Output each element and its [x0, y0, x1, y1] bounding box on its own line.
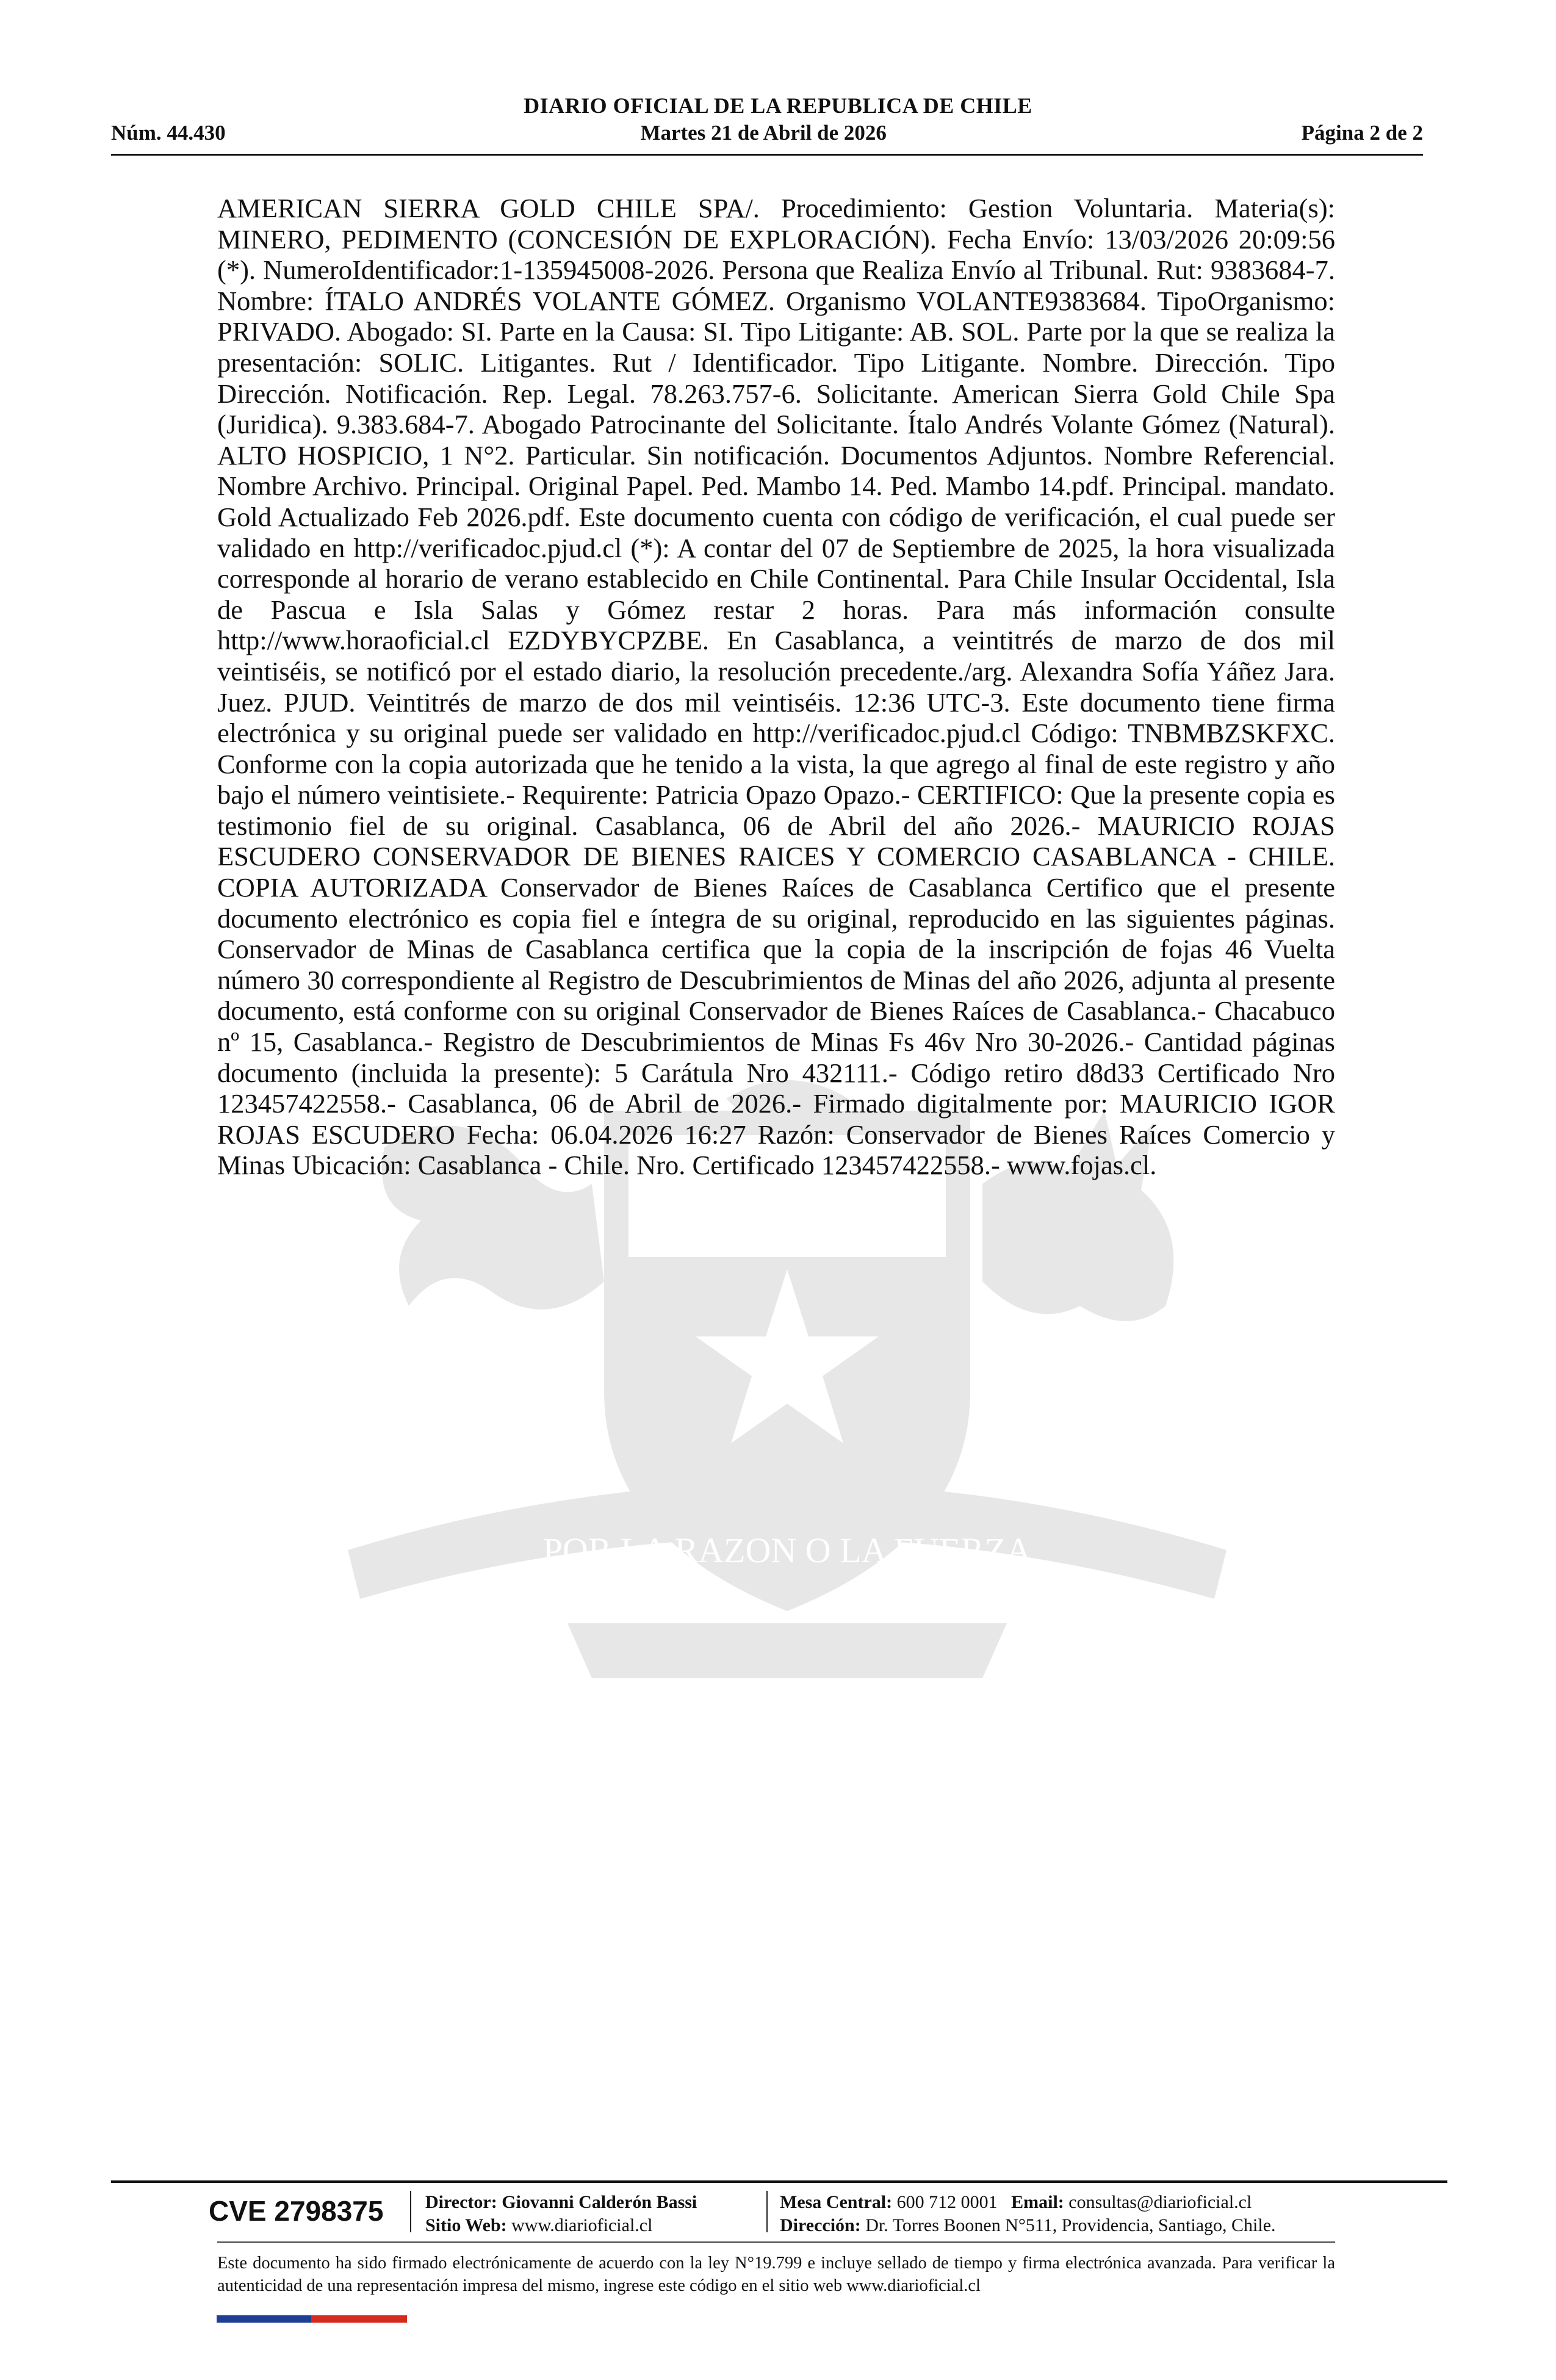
page-number: Página 2 de 2 [1301, 121, 1423, 145]
contact-line [780, 2191, 1276, 2214]
address-text: Dr. Torres Boonen N°511, Providencia, Santiago, Chile. [865, 2215, 1276, 2235]
document-body: AMERICAN SIERRA GOLD CHILE SPA/. Procedimiento: Gestion Voluntaria. Materia(s): MINERO, PEDIMENTO (CONCESIÓN DE EXPLORACIÓN). Fecha Envío: 13/03/2026 20:09:56 (*). NumeroIdentificador:1-135945008-2026. Persona que Realiza Envío al Tribunal. Rut: 9383684-7. Nombre: ÍTALO ANDRÉS VOLANTE GÓMEZ. Organismo VOLANTE9383684. TipoOrganismo: PRIVADO. Abogado: SI. Parte en la Causa: SI. Tipo Litigante: AB. SOL. Parte por la que se realiza la presentación: SOLIC. Litigantes. Rut / Identificador. Tipo Litigante. Nombre. Dirección. Tipo Dirección. Notificación. Rep. Legal. 78.263.757-6. Solicitante. American Sierra Gold Chile Spa (Juridica). 9.383.684-7. Abogado Patrocinante del Solicitante. Ítalo Andrés Volante Gómez (Natural). ALTO HOSPICIO, 1 N°2. Particular. Sin notificación. Documentos Adjuntos. Nombre Referencial. Nombre Archivo. Principal. Original Papel. Ped. Mambo 14. Ped. Mambo 14.pdf. Principal. mandato. Gold Actualizado Feb 2026.pdf. Este documento cuenta con código de verificación, el cual puede ser validado en http://verificadoc.pjud.cl (*): A contar del 07 de Septiembre de 2025, la hora visualizada corresponde al horario de verano establecido en Chile Continental. Para Chile Insular Occidental, Isla de Pascua e Isla Salas y Gómez restar 2 horas. Para más información consulte http://www.horaoficial.cl EZDYBYCPZBE. En Casablanca, a veintitrés de marzo de dos mil veintiséis, se notificó por el estado diario, la resolución precedente./arg. Alexandra Sofía Yáñez Jara. Juez. PJUD. Veintitrés de marzo de dos mil veintiséis. 12:36 UTC-3. Este documento tiene firma electrónica y su original puede ser validado en http://verificadoc.pjud.cl Código: TNBMBZSKFXC. Conforme con la copia autorizada que he tenido a la vista, la que agrego al final de este registro y año bajo el número veintisiete.- Requirente: Patricia Opazo Opazo.- CERTIFICO: Que la presente copia es testimonio fiel de su original. Casablanca, 06 de Abril del año 2026.- MAURICIO ROJAS ESCUDERO CONSERVADOR DE BIENES RAICES Y COMERCIO CASABLANCA - CHILE. COPIA AUTORIZADA Conservador de Bienes Raíces de Casablanca Certifico que el presente documento electrónico es copia fiel e íntegra de su original, reproducido en las siguientes páginas. Conservador de Minas de Casablanca certifica que la copia de la inscripción de fojas 46 Vuelta número 30 correspondiente al Registro de Descubrimientos de Minas del año 2026, adjunta al presente documento, está conforme con su original Conservador de Bienes Raíces de Casablanca.- Chacabuco nº 15, Casablanca.- Registro de Descubrimientos de Minas Fs 46v Nro 30-2026.- Cantidad páginas documento (incluida la presente): 5 Carátula Nro 432111.- Código retiro d8d33 Certificado Nro 123457422558.- Casablanca, 06 de Abril de 2026.- Firmado digitalmente por: MAURICIO IGOR ROJAS ESCUDERO Fecha: 06.04.2026 16:27 Razón: Conservador de Bienes Raíces Comercio y Minas Ubicación: Casablanca - Chile. Nro. Certificado 123457422558.- www.fojas.cl. [217, 193, 1335, 1181]
website-link[interactable]: www.diarioficial.cl [511, 2215, 653, 2235]
footer-separator [766, 2191, 768, 2232]
director-name: Giovanni Calderón Bassi [502, 2192, 697, 2212]
issue-number: Núm. 44.430 [111, 121, 226, 145]
phone-label: Mesa Central: [780, 2192, 893, 2212]
cve-code: CVE 2798375 [209, 2195, 384, 2227]
footer-separator [410, 2191, 411, 2232]
phone-number: 600 712 0001 [896, 2192, 998, 2212]
newspaper-title: DIARIO OFICIAL DE LA REPUBLICA DE CHILE [524, 93, 1032, 118]
header-divider [111, 154, 1423, 156]
footer-contact-block [780, 2191, 1276, 2237]
footer-director-block [425, 2191, 697, 2237]
address-line [780, 2214, 1276, 2237]
website-label: Sitio Web: [425, 2215, 507, 2235]
footer-divider [111, 2180, 1447, 2183]
motto-text: POR LA RAZON O LA FUERZA [542, 1531, 1032, 1570]
flag-stripe-red [311, 2315, 407, 2323]
header-row [111, 121, 1423, 145]
email-label: Email: [1011, 2192, 1064, 2212]
footer-signature-note: Este documento ha sido firmado electrónicamente de acuerdo con la ley N°19.799 e incluye sellado de tiempo y firma electrónica avanzada. Para verificar la autenticidad de una representación impresa del mismo, ingrese este código en el sitio web www.diarioficial.cl [217, 2254, 1335, 2295]
director-label: Director: [425, 2192, 497, 2212]
footer-note-divider [217, 2241, 1335, 2243]
address-label: Dirección: [780, 2215, 861, 2235]
director-line [425, 2191, 697, 2214]
website-line [425, 2214, 697, 2237]
email-link[interactable]: consultas@diarioficial.cl [1068, 2192, 1252, 2212]
flag-stripe-blue [217, 2315, 311, 2323]
issue-date: Martes 21 de Abril de 2026 [640, 121, 887, 145]
